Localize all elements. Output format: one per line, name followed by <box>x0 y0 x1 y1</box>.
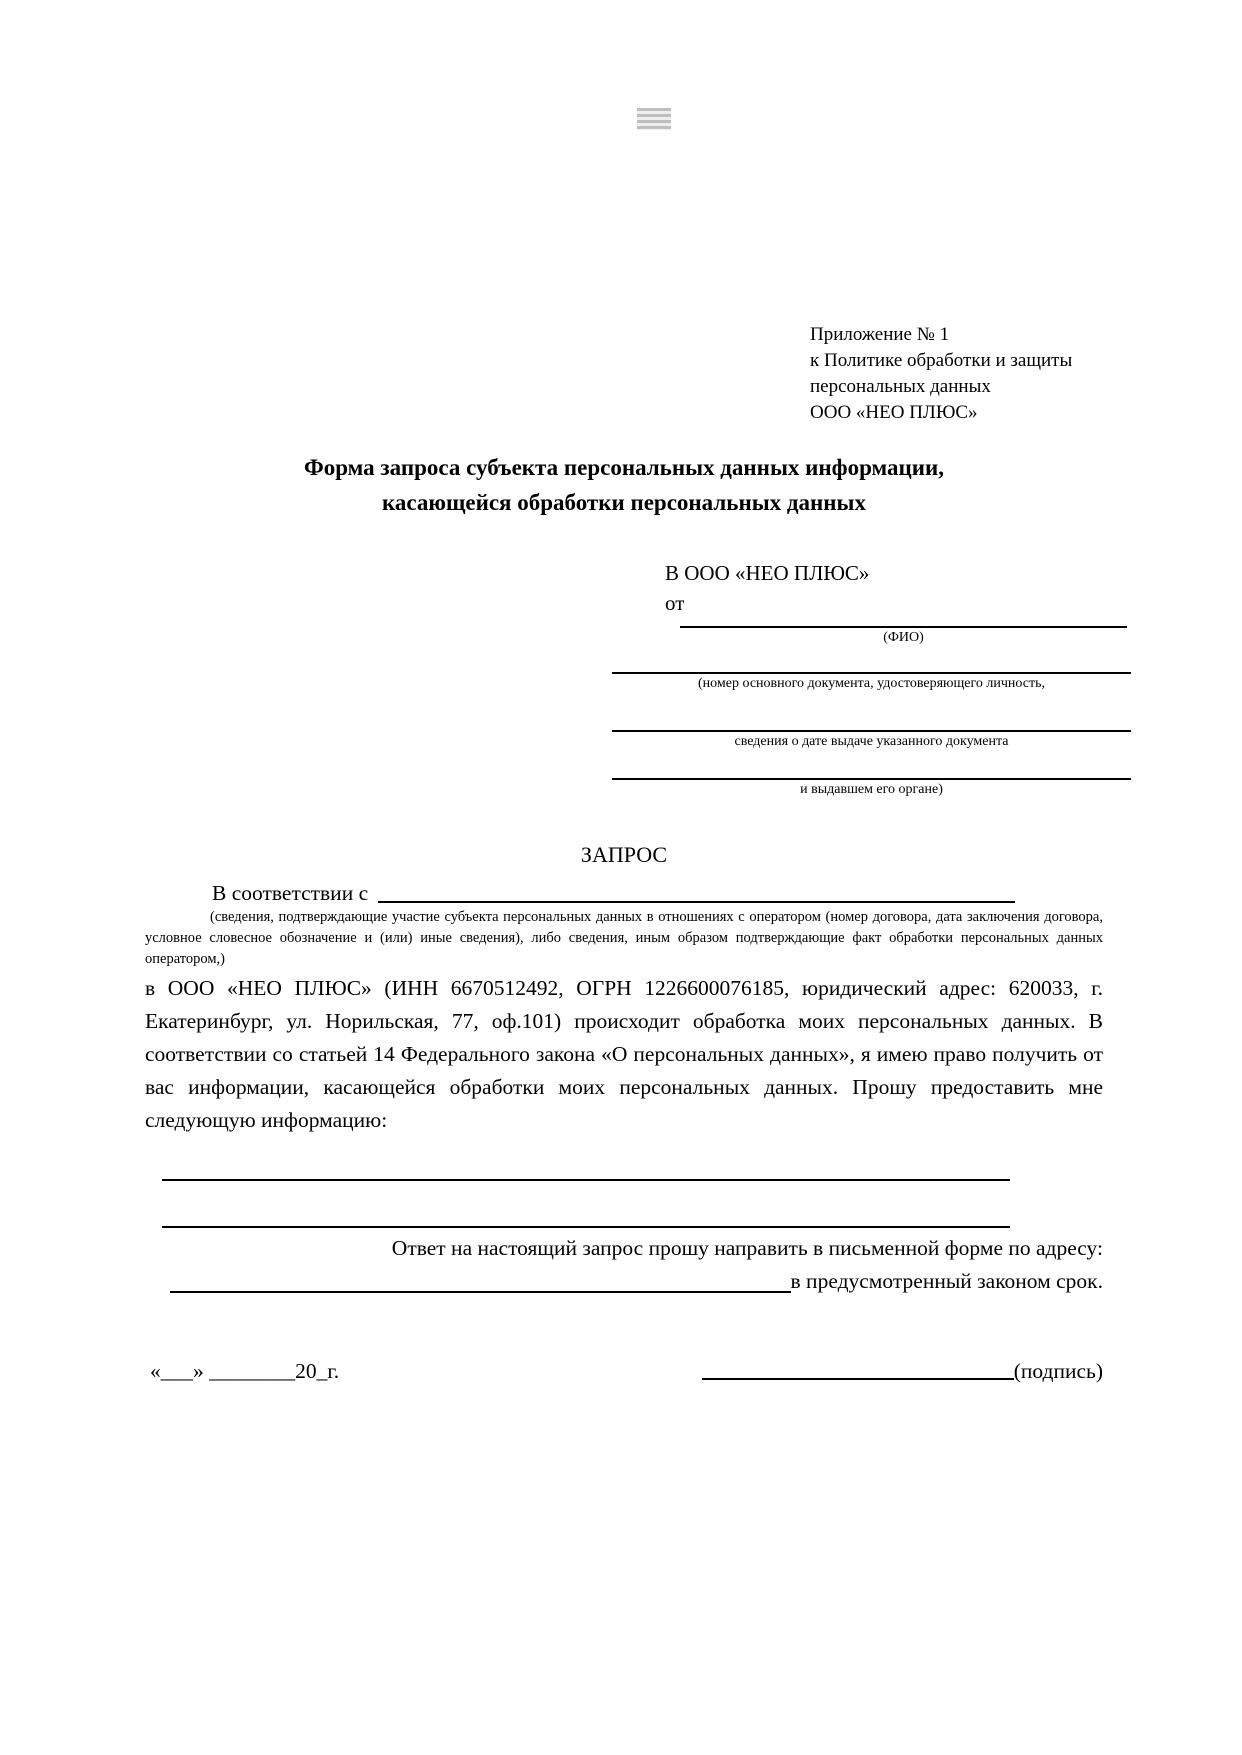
document-title <box>145 450 1103 520</box>
date-blank: «___» ________20_г. <box>150 1359 340 1383</box>
doc-issuer-field <box>612 778 1131 800</box>
doc-number-caption: (номер основного документа, удостоверяющего личность, <box>698 676 1045 691</box>
recipient-to: В ООО «НЕО ПЛЮС» <box>665 561 870 585</box>
appendix-line-1: Приложение № 1 <box>810 324 950 345</box>
document-title-line1: Форма запроса субъекта персональных данных информации, <box>303 455 945 480</box>
fio-caption: (ФИО) <box>883 630 924 645</box>
reply-row <box>145 1265 1103 1298</box>
appendix-line-4: ООО «НЕО ПЛЮС» <box>810 402 978 423</box>
recipient-block <box>612 558 1131 800</box>
document-title-line2: касающейся обработки персональных данных <box>381 490 867 515</box>
signature-group <box>702 1356 1103 1386</box>
doc-date-field <box>612 730 1131 752</box>
reply-tail: в предусмотренный законом срок. <box>790 1269 1103 1293</box>
lead-row <box>145 880 1103 906</box>
image-placeholder-icon <box>637 108 671 130</box>
info-blank-line-1 <box>162 1179 1010 1181</box>
doc-number-field <box>612 672 1131 694</box>
lead-blank-line <box>378 901 1015 903</box>
signature-caption: (подпись) <box>1013 1359 1103 1383</box>
footer-row <box>145 1356 1103 1386</box>
appendix-line-3: персональных данных <box>810 376 991 397</box>
info-blank-line-2 <box>162 1226 1010 1228</box>
doc-date-caption: сведения о дате выдаче указанного документа <box>734 734 1009 749</box>
doc-issuer-caption: и выдавшем его органе) <box>800 782 943 797</box>
reply-intro: Ответ на настоящий запрос прошу направить в письменной форме по адресу: <box>391 1236 1103 1260</box>
recipient-from-label: от <box>665 591 685 615</box>
fio-field <box>612 626 1131 648</box>
signature-blank-line <box>702 1378 1014 1380</box>
fine-print-caption: (сведения, подтверждающие участие субъекта персональных данных в отношениях с оператором (номер договора, дата заключения договора, условное словесное обозначение и (или) иные сведения), либо сведения, иным образом подтверждающие факт обработки персональных данных оператором,) <box>145 909 1103 967</box>
top-icon-wrap <box>145 108 1103 132</box>
lead-text: В соответствии с <box>212 881 369 905</box>
request-heading: ЗАПРОС <box>580 842 668 867</box>
address-blank-line <box>170 1291 791 1293</box>
appendix-block <box>810 322 1103 426</box>
appendix-line-2: к Политике обработки и защиты <box>810 350 1073 371</box>
request-body: в ООО «НЕО ПЛЮС» (ИНН 6670512492, ОГРН 1226600076185, юридический адрес: 620033, г. Екатеринбург, ул. Норильская, 77, оф.101) происходит обработка моих персональных данных. В соответствии со статьей 14 Федерального закона «О персональных данных», я имею право получить от вас информации, касающейся обработки моих персональных данных. Прошу предоставить мне следующую информацию: <box>145 976 1103 1132</box>
